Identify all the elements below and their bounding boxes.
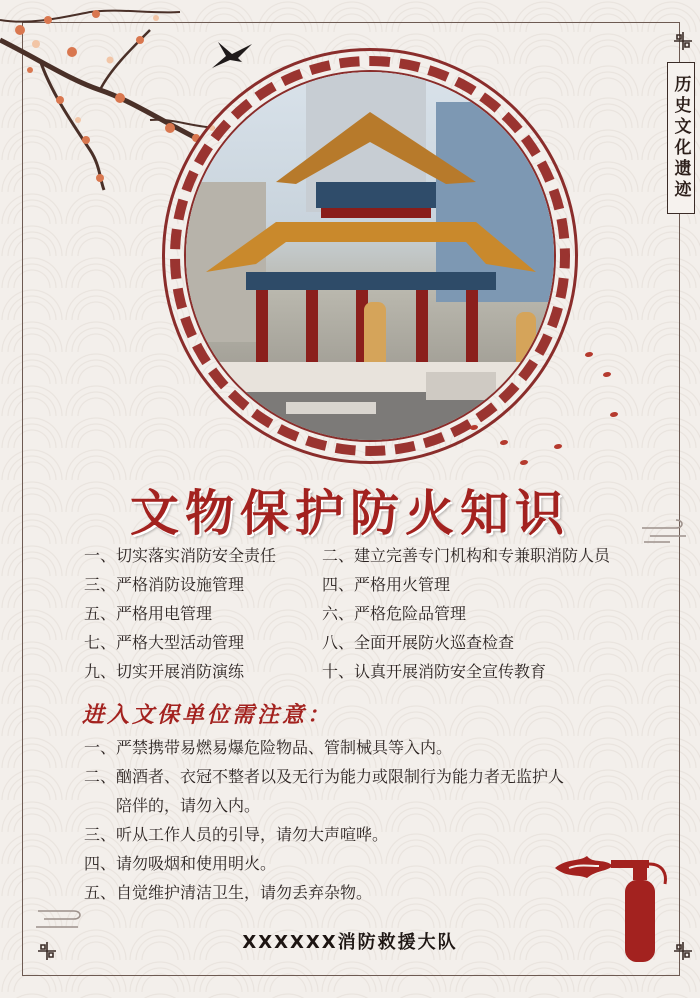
- note-item-continued: 陪伴的，请勿入内。: [116, 796, 261, 815]
- pavilion-photo-frame: [162, 48, 578, 464]
- rule-item: 八、全面开展防火巡查检查: [322, 633, 515, 652]
- corner-ornament-icon: [672, 30, 694, 52]
- rule-item: 二、建立完善专门机构和专兼职消防人员: [322, 546, 611, 565]
- rule-item: 五、严格用电管理: [84, 604, 213, 623]
- rule-item: 九、切实开展消防演练: [84, 662, 245, 681]
- note-item: 二、酗酒者、衣冠不整者以及无行为能力或限制行为能力者无监护人: [84, 767, 565, 786]
- side-label-text: 历史文化遗迹: [670, 75, 691, 201]
- note-item: 一、严禁携带易燃易爆危险物品、管制械具等入内。: [84, 738, 453, 757]
- note-item: 三、听从工作人员的引导，请勿大声喧哗。: [84, 825, 389, 844]
- cloud-icon: [640, 518, 690, 544]
- notice-heading: 进入文保单位需注意：: [82, 702, 333, 728]
- fire-safety-rules: [84, 543, 664, 684]
- rule-item: 十、认真开展消防安全宣传教育: [322, 662, 547, 681]
- rule-item: 三、严格消防设施管理: [84, 575, 245, 594]
- rule-item: 四、严格用火管理: [322, 575, 451, 594]
- organization-footer: XXXXXX消防救援大队: [242, 932, 458, 953]
- rule-item: 七、严格大型活动管理: [84, 633, 245, 652]
- side-label-box: [667, 62, 695, 214]
- rule-item: 六、严格危险品管理: [322, 604, 467, 623]
- pavilion-photo: [186, 72, 554, 440]
- poster-title: 文物保护防火知识: [129, 484, 570, 542]
- note-item: 四、请勿吸烟和使用明火。: [84, 854, 277, 873]
- note-item: 五、自觉维护清洁卫生，请勿丢弃杂物。: [84, 883, 373, 902]
- rule-item: 一、切实落实消防安全责任: [84, 546, 277, 565]
